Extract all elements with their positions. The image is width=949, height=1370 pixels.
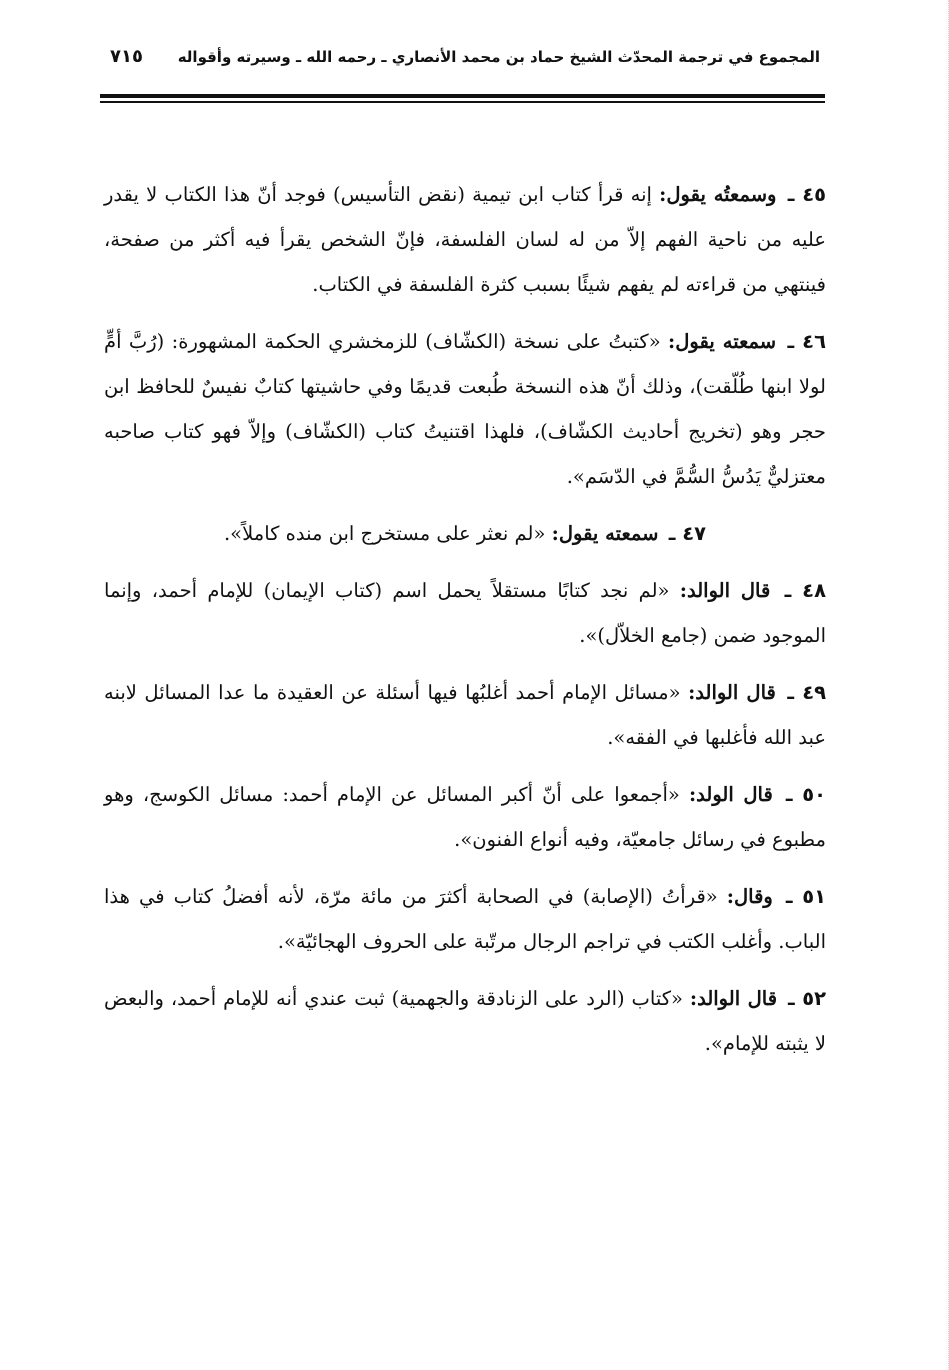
paragraph-number: ٤٦ ـ: [787, 330, 826, 353]
paragraph-lead: قال الولد:: [688, 783, 773, 806]
paragraph-48: [104, 568, 826, 658]
paragraph-lead: قال الوالد:: [688, 681, 776, 704]
running-header: [100, 40, 830, 80]
paragraph-45: [104, 172, 826, 307]
paragraph-text: «مسائل الإمام أحمد أغلبُها فيها أسئلة عن العقيدة ما عدا المسائل لابنه عبد الله فأغلبها في الفقه».: [104, 681, 826, 749]
paragraph-47: [104, 511, 826, 556]
main-text: [104, 172, 826, 1078]
paragraph-number: ٥١ ـ: [785, 885, 826, 908]
paragraph-49: [104, 670, 826, 760]
paragraph-text: «لم نجد كتابًا مستقلاً يحمل اسم (كتاب الإيمان) للإمام أحمد، وإنما الموجود ضمن (جامع الخلاّل)».: [104, 579, 826, 647]
paragraph-text: إنه قرأ كتاب ابن تيمية (نقض التأسيس) فوجد أنّ هذا الكتاب لا يقدر عليه من ناحية الفهم إلاّ من له لسان الفلسفة، فإنّ الشخص يقرأ فيه أكثر من صفحة، فينتهي من قراءته لم يفهم شيئًا بسبب كثرة الفلسفة في الكتاب.: [104, 183, 826, 296]
paragraph-text: «قرأتُ (الإصابة) في الصحابة أكثرَ من مائة مرّة، لأنه أفضلُ كتاب في هذا الباب. وأغلب الكتب في تراجم الرجال مرتّبة على الحروف الهجائيّة».: [104, 885, 826, 953]
paragraph-number: ٥٢ ـ: [788, 987, 826, 1010]
paragraph-text: «أجمعوا على أنّ أكبر المسائل عن الإمام أحمد: مسائل الكوسج، وهو مطبوع في رسائل جامعيّة، وفيه أنواع الفنون».: [104, 783, 826, 851]
paragraph-lead: وسمعتُه يقول:: [659, 183, 777, 206]
margin-guide: [928, 0, 949, 1370]
header-rule-thick: [100, 94, 825, 98]
paragraph-lead: قال الوالد:: [679, 579, 771, 602]
paragraph-46: [104, 319, 826, 499]
page-number: ٧١٥: [110, 46, 143, 67]
paragraph-text: «لم نعثر على مستخرج ابن منده كاملاً».: [223, 522, 546, 545]
paragraph-number: ٥٠ ـ: [785, 783, 827, 806]
paragraph-lead: سمعته يقول:: [668, 330, 777, 353]
paragraph-52: [104, 976, 826, 1066]
paragraph-text: «كتبتُ على نسخة (الكشّاف) للزمخشري الحكمة المشهورة: (رُبَّ أمٍّ لولا ابنها طُلّقت)، وذلك أنّ هذه النسخة طُبعت قديمًا وفي حاشيتها كتابٌ نفيسٌ للحافظ ابن حجر وهو (تخريج أحاديث الكشّاف)، فلهذا اقتنيتُ كتاب (الكشّاف) وإلاّ فهو كتاب صاحبه معتزليٌّ يَدُسُّ السُّمَّ في الدّسَم».: [104, 330, 826, 488]
paragraph-text: «كتاب (الرد على الزنادقة والجهمية) ثبت عندي أنه للإمام أحمد، والبعض لا يثبته للإمام».: [104, 987, 826, 1055]
paragraph-lead: وقال:: [726, 885, 773, 908]
paragraph-50: [104, 772, 826, 862]
paragraph-lead: سمعته يقول:: [551, 522, 659, 545]
paragraph-number: ٤٨ ـ: [784, 579, 826, 602]
header-title: المجموع في ترجمة المحدّث الشيخ حماد بن محمد الأنصاري ـ رحمه الله ـ وسيرته وأقواله: [177, 48, 820, 66]
paragraph-lead: قال الوالد:: [689, 987, 778, 1010]
paragraph-number: ٤٧ ـ: [668, 522, 706, 545]
paragraph-number: ٤٩ ـ: [787, 681, 826, 704]
header-rule-thin: [100, 101, 825, 103]
paragraph-number: ٤٥ ـ: [787, 183, 827, 206]
paragraph-51: [104, 874, 826, 964]
